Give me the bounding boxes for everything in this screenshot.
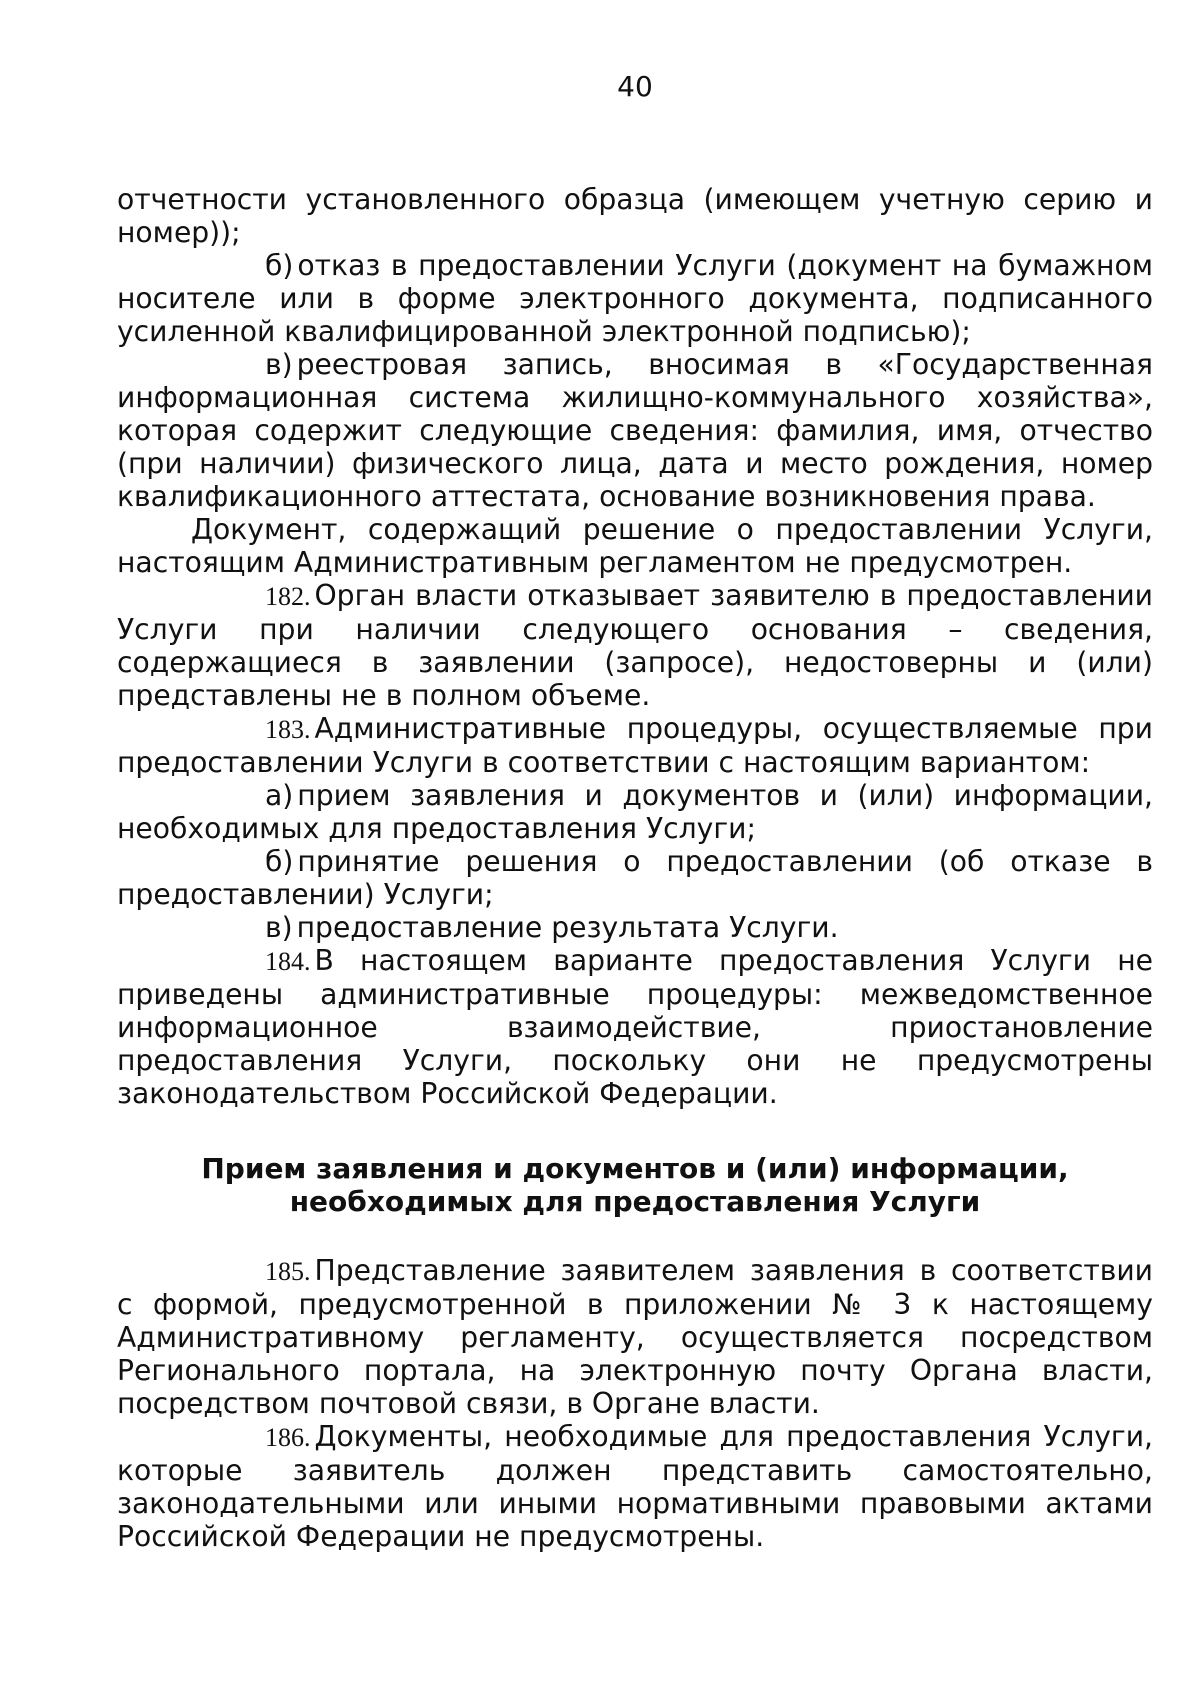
paragraph-text: предоставление результата Услуги. <box>296 911 839 944</box>
section-heading <box>117 1152 1153 1218</box>
paragraph-text: В настоящем варианте предоставления Услуги не приведены административные процедуры: межведомственное информационное взаимодействие, приостановление предоставления Услуги, поскольку они не предусмотрены законодательством Российской Федерации. <box>117 944 1153 1110</box>
paragraph-text: Административные процедуры, осуществляемые при предоставлении Услуги в соответствии с настоящим вариантом: <box>117 712 1153 779</box>
item-number: 182. <box>265 582 311 611</box>
item-label: а) <box>265 779 294 812</box>
paragraph-text: отчетности установленного образца (имеющем учетную серию и номер)); <box>117 183 1153 249</box>
paragraph-text: реестровая запись, вносимая в «Государственная информационная система жилищно-коммунального хозяйства», которая содержит следующие сведения: фамилия, имя, отчество (при наличии) физического лица, дата и место рождения, номер квалификационного аттестата, основание возникновения права. <box>117 348 1153 513</box>
paragraph-182 <box>117 579 1153 712</box>
item-label: в) <box>265 911 293 944</box>
paragraph-183 <box>117 712 1153 779</box>
paragraph-item-v <box>117 348 1153 513</box>
item-number: 183. <box>265 715 311 744</box>
item-number: 186. <box>265 1423 311 1452</box>
paragraph-text: Документы, необходимые для предоставления Услуги, которые заявитель должен представить самостоятельно, законодательными или иными нормативными правовыми актами Российской Федерации не предусмотрены. <box>117 1420 1153 1553</box>
paragraph-text: отказ в предоставлении Услуги (документ на бумажном носителе или в форме электронного документа, подписанного усиленной квалифицированной электронной подписью); <box>117 249 1153 348</box>
item-number: 185. <box>265 1257 311 1286</box>
paragraph-text: Орган власти отказывает заявителю в предоставлении Услуги при наличии следующего основания – сведения, содержащиеся в заявлении (запросе), недостоверны и (или) представлены не в полном объеме. <box>117 579 1153 712</box>
document-body <box>117 183 1153 1553</box>
item-label: б) <box>265 845 294 878</box>
section-heading-line: Прием заявления и документов и (или) информации, <box>201 1152 1069 1185</box>
paragraph-item-a <box>117 779 1153 845</box>
paragraph-item-b <box>117 249 1153 348</box>
item-number: 184. <box>265 947 311 976</box>
paragraph-text: принятие решения о предоставлении (об отказе в предоставлении) Услуги; <box>117 845 1153 911</box>
item-label: в) <box>265 348 293 381</box>
paragraph-item-v2 <box>117 911 1153 944</box>
paragraph-186 <box>117 1420 1153 1553</box>
item-label: б) <box>265 249 294 282</box>
page-number: 40 <box>617 70 653 103</box>
paragraph-item-b2 <box>117 845 1153 911</box>
document-page <box>117 0 1153 1553</box>
paragraph-text: прием заявления и документов и (или) информации, необходимых для предоставления Услуги; <box>117 779 1153 845</box>
paragraph-text: Представление заявителем заявления в соответствии с формой, предусмотренной в приложении № 3 к настоящему Административному регламенту, осуществляется посредством Регионального портала, на электронную почту Органа власти, посредством почтовой связи, в Органе власти. <box>117 1254 1153 1420</box>
paragraph-184 <box>117 944 1153 1110</box>
paragraph-document-note <box>117 513 1153 579</box>
paragraph-text: Документ, содержащий решение о предоставлении Услуги, настоящим Административным регламентом не предусмотрен. <box>117 513 1153 579</box>
paragraph-185 <box>117 1254 1153 1420</box>
paragraph-continuation <box>117 183 1153 249</box>
section-heading-line: необходимых для предоставления Услуги <box>289 1185 981 1218</box>
